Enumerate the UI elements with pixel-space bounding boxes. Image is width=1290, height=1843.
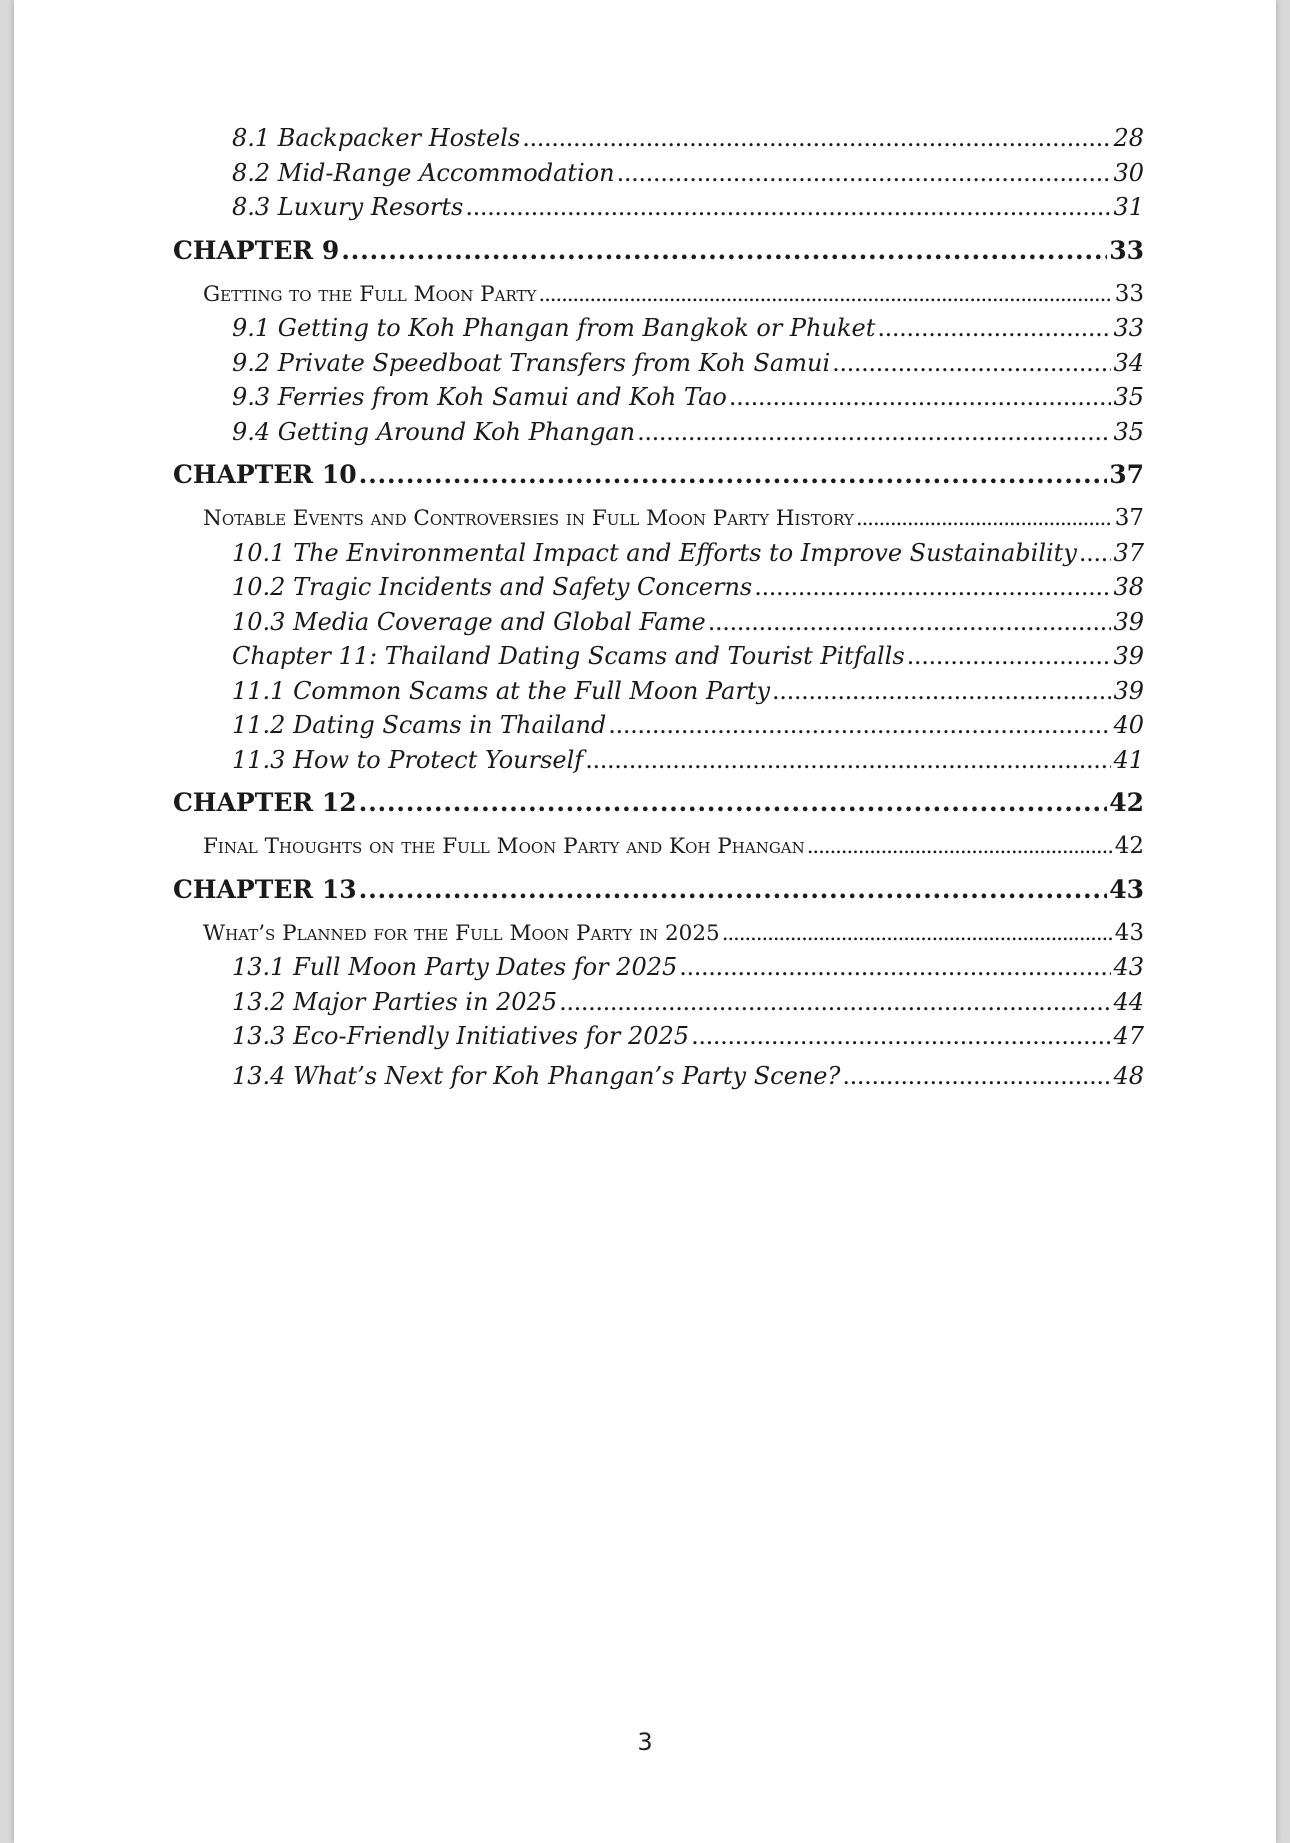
dot-leader: [907, 639, 1112, 674]
toc-page-number: 43: [1109, 874, 1144, 904]
toc-entry-13-4[interactable]: [173, 1059, 1144, 1094]
toc-page-number: 34: [1113, 348, 1144, 377]
toc-entry-10-1[interactable]: [173, 536, 1144, 571]
toc-section-label: Notable Events and Controversies in Full Moon Party History: [203, 506, 854, 531]
toc-section-label: Final Thoughts on the Full Moon Party and Koh Phangan: [203, 834, 805, 859]
toc-entry-label: 9.2 Private Speedboat Transfers from Koh Samui: [232, 348, 831, 377]
toc-page-number: 47: [1113, 1022, 1144, 1050]
toc-entry-8-1[interactable]: [173, 121, 1144, 156]
dot-leader: [807, 830, 1113, 865]
dot-leader: [341, 225, 1107, 277]
dot-leader: [559, 985, 1111, 1020]
toc-entry-label: Chapter 11: Thailand Dating Scams and Tourist Pitfalls: [232, 642, 905, 670]
page-number-footer: 3: [637, 1728, 653, 1756]
dot-leader: [842, 1059, 1111, 1094]
toc-chapter-label: CHAPTER 12: [173, 788, 357, 817]
toc-chapter-13[interactable]: [173, 864, 1144, 916]
toc-entry-9-4[interactable]: [173, 415, 1144, 450]
toc-page-number: 28: [1113, 124, 1144, 152]
toc-entry-label: 13.1 Full Moon Party Dates for 2025: [232, 953, 678, 981]
toc-entry-label: 13.3 Eco-Friendly Initiatives for 2025: [232, 1022, 690, 1050]
toc-page-number: 38: [1113, 573, 1144, 601]
toc-entry-label: 10.3 Media Coverage and Global Fame: [232, 607, 706, 636]
toc-page-number: 33: [1114, 280, 1144, 307]
toc-entry-label: 11.1 Common Scams at the Full Moon Party: [232, 676, 771, 705]
toc-chapter-label: CHAPTER 10: [173, 460, 357, 489]
toc-entry-13-1[interactable]: [173, 950, 1144, 985]
toc-page-number: 44: [1113, 987, 1144, 1016]
toc-page-number: 35: [1113, 417, 1144, 446]
toc-page-number: 39: [1113, 642, 1144, 670]
toc-entry-label: 8.2 Mid-Range Accommodation: [232, 158, 615, 187]
toc-entry-13-3[interactable]: [173, 1019, 1144, 1054]
toc-entry-9-3[interactable]: [173, 380, 1144, 415]
toc-entry-label: 11.2 Dating Scams in Thailand: [232, 711, 607, 739]
toc-page-number: 39: [1113, 676, 1144, 705]
dot-leader: [465, 190, 1111, 225]
toc-entry-label: 9.4 Getting Around Koh Phangan: [232, 417, 636, 446]
toc-entry-8-2[interactable]: [173, 156, 1144, 191]
dot-leader: [522, 121, 1111, 156]
dot-leader: [608, 708, 1111, 743]
toc-page-number: 40: [1113, 711, 1144, 739]
toc-section-ch12-title[interactable]: [173, 829, 1144, 864]
toc-entry-label: 10.1 The Environmental Impact and Efforts to Improve Sustainability: [232, 538, 1077, 567]
toc-chapter-label: CHAPTER 9: [173, 235, 340, 265]
toc-page-number: 33: [1109, 235, 1144, 265]
dot-leader: [772, 674, 1111, 709]
dot-leader: [585, 743, 1111, 778]
toc-page-number: 37: [1109, 460, 1144, 489]
toc-page-number: 41: [1113, 745, 1144, 774]
dot-leader: [679, 950, 1111, 985]
toc-page-number: 37: [1114, 505, 1144, 531]
toc-entry-13-2[interactable]: [173, 985, 1144, 1020]
toc-entry-label: 10.2 Tragic Incidents and Safety Concerns: [232, 573, 753, 601]
toc-page-number: 35: [1113, 383, 1144, 411]
toc-chapter-10[interactable]: [173, 449, 1144, 501]
toc-page-number: 30: [1113, 158, 1144, 187]
dot-leader: [856, 502, 1113, 537]
toc-page-number: 48: [1113, 1061, 1144, 1090]
toc-page-number: 33: [1113, 314, 1144, 342]
toc-entry-9-1[interactable]: [173, 311, 1144, 346]
dot-leader: [729, 380, 1112, 415]
dot-leader: [691, 1019, 1111, 1054]
toc-entry-9-2[interactable]: [173, 346, 1144, 381]
dot-leader: [722, 917, 1113, 952]
toc-page-number: 42: [1109, 788, 1144, 817]
dot-leader: [708, 605, 1112, 640]
toc-page-number: 43: [1113, 953, 1144, 981]
dot-leader: [877, 311, 1111, 346]
toc-entry-10-2[interactable]: [173, 570, 1144, 605]
toc-section-ch13-title[interactable]: [173, 916, 1144, 951]
toc-section-label: Getting to the Full Moon Party: [203, 281, 537, 307]
toc-entry-label: 11.3 How to Protect Yourself: [232, 745, 584, 774]
toc-chapter-9[interactable]: [173, 225, 1144, 277]
toc-entry-10-3[interactable]: [173, 605, 1144, 640]
toc-entry-label: 9.3 Ferries from Koh Samui and Koh Tao: [232, 383, 727, 411]
toc-entry-label: 9.1 Getting to Koh Phangan from Bangkok or Phuket: [232, 314, 876, 342]
toc-entry-label: 13.4 What’s Next for Koh Phangan’s Party Scene?: [232, 1061, 841, 1090]
toc-page-number: 42: [1114, 833, 1144, 859]
toc-entry-chapter-11[interactable]: [173, 639, 1144, 674]
toc-chapter-12[interactable]: [173, 777, 1144, 829]
dot-leader: [359, 449, 1108, 501]
dot-leader: [637, 415, 1111, 450]
toc-entry-label: 8.3 Luxury Resorts: [232, 193, 464, 221]
dot-leader: [754, 570, 1111, 605]
toc-entry-11-2[interactable]: [173, 708, 1144, 743]
toc-entry-11-3[interactable]: [173, 743, 1144, 778]
toc-page-number: 31: [1113, 193, 1144, 221]
document-page: [14, 0, 1276, 1843]
toc-entry-8-3[interactable]: [173, 190, 1144, 225]
toc-entry-label: 13.2 Major Parties in 2025: [232, 987, 558, 1016]
dot-leader: [359, 864, 1108, 916]
toc-section-label: What’s Planned for the Full Moon Party in 2025: [203, 920, 720, 946]
toc-page-number: 39: [1113, 607, 1144, 636]
dot-leader: [538, 278, 1112, 313]
dot-leader: [359, 777, 1108, 829]
dot-leader: [832, 346, 1111, 381]
dot-leader: [1079, 536, 1112, 571]
dot-leader: [617, 156, 1112, 191]
toc-section-ch9-title[interactable]: [173, 277, 1144, 312]
toc-entry-label: 8.1 Backpacker Hostels: [232, 124, 521, 152]
toc-section-ch10-title[interactable]: [173, 501, 1144, 536]
toc-entry-11-1[interactable]: [173, 674, 1144, 709]
toc-page-number: 43: [1114, 919, 1144, 946]
toc-chapter-label: CHAPTER 13: [173, 874, 357, 904]
toc-page-number: 37: [1113, 538, 1144, 567]
table-of-contents: [173, 121, 1144, 1093]
